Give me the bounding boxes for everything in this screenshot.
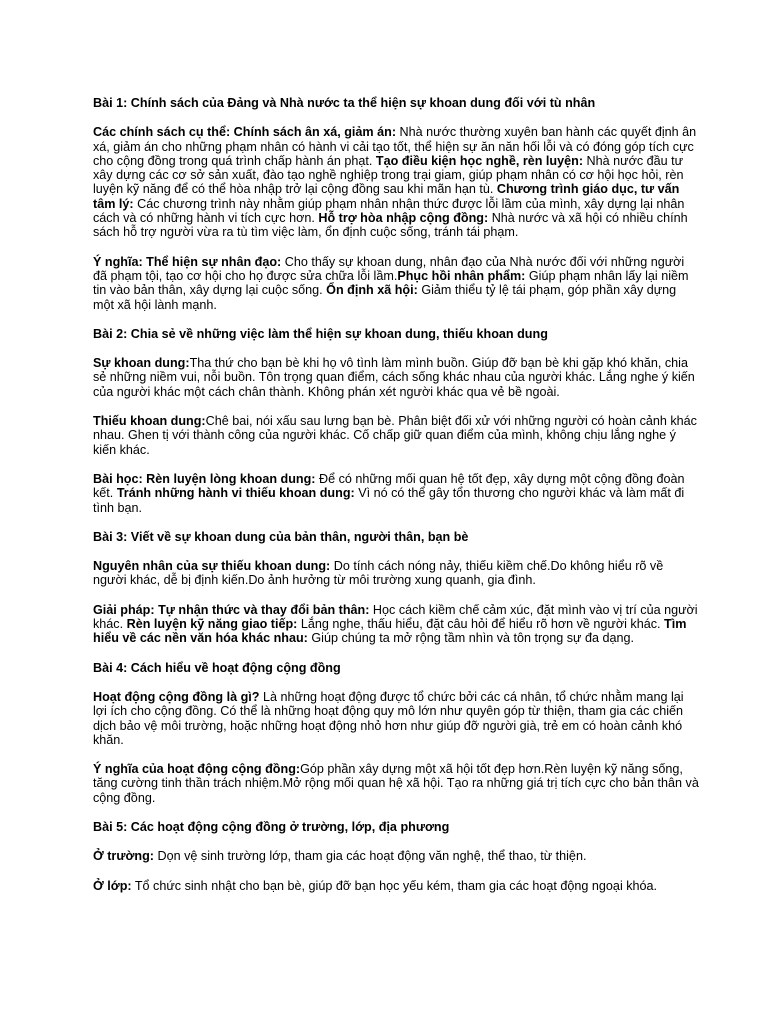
bold-run: Hoạt động cộng đồng là gì? [93,689,260,704]
text-run: Dọn vệ sinh trường lớp, tham gia các hoạt động văn nghệ, thể thao, từ thiện. [154,849,587,864]
text-run: Giảm thiểu tỷ lệ tái phạm, góp phần xây dựng một xã hội lành mạnh. [93,283,677,312]
paragraph [93,255,700,312]
section-heading: Bài 4: Cách hiểu về hoạt động cộng đồng [93,660,341,675]
text-run: Vì nó có thể gây tổn thương cho người khác và làm mất đi tình bạn. [93,486,685,515]
section-heading: Bài 5: Các hoạt động cộng đồng ở trường, lớp, địa phương [93,819,450,834]
text-run: Cho thấy sự khoan dung, nhân đạo của Nhà nước đối với những người đã phạm tội, tạo cơ hội cho họ được sửa chữa lỗi lầm. [93,254,685,283]
text-run: Học cách kiềm chế cảm xúc, đặt mình vào vị trí của người khác. [93,602,698,632]
bold-run: Tránh những hành vi thiếu khoan dung: [116,486,355,501]
bold-run: Ở trường: [93,849,154,864]
document-body [93,96,700,893]
text-run: Tha thứ cho bạn bè khi họ vô tình làm mình buồn. Giúp đỡ bạn bè khi gặp khó khăn, chia sẻ những niềm vui, nỗi buồn. Tôn trọng quan điểm, cách sống khác nhau của người khác. Lắng nghe ý kiến của người khác một cách chân thành. Không phán xét người khác qua vẻ bề ngoài. [93,356,695,399]
paragraph [93,125,700,239]
paragraph [93,762,700,805]
text-run: Tổ chức sinh nhật cho bạn bè, giúp đỡ bạn học yếu kém, tham gia các hoạt động ngoại khóa. [131,878,658,893]
paragraph [93,559,700,588]
paragraph [93,603,700,646]
text-run: Do tính cách nóng nảy, thiếu kiềm chế.Do không hiểu rõ về người khác, dễ bị định kiến.Do ảnh hưởng từ môi trường xung quanh, gia đình. [93,559,664,588]
bold-run: Sự khoan dung: [93,356,190,371]
bold-run: Phục hồi nhân phẩm: [397,268,526,283]
paragraph [93,356,700,399]
text-run: Các chương trình này nhằm giúp phạm nhân nhận thức được lỗi lầm của mình, xây dựng lại nhân cách và có những hành vi tích cực hơn. [93,196,685,226]
bold-run: Ở lớp: [93,878,132,893]
bold-run: Rèn luyện kỹ năng giao tiếp: [126,617,298,632]
section-heading: Bài 2: Chia sẻ về những việc làm thể hiện sự khoan dung, thiếu khoan dung [93,326,548,341]
bold-run: Nguyên nhân của sự thiếu khoan dung: [93,559,331,574]
text-run: Nhà nước và xã hội có nhiều chính sách hỗ trợ người vừa ra tù tìm việc làm, ổn định cuộc sống, tránh tái phạm. [93,211,688,240]
paragraph [93,690,700,747]
bold-run: Chương trình giáo dục, tư vấn tâm lý: [93,182,680,211]
text-run: Nhà nước đầu tư xây dựng các cơ sở sản xuất, đào tạo nghề nghiệp trong trại giam, giúp phạm nhân có cơ hội học hỏi, rèn luyện kỹ năng để có thể hòa nhập trở lại cộng đồng sau khi mãn hạn tù. [93,153,684,197]
bold-run: Hỗ trợ hòa nhập cộng đồng: [318,211,489,226]
section-heading: Bài 3: Viết về sự khoan dung của bản thân, người thân, bạn bè [93,529,469,544]
bold-run: Bài học: Rèn luyện lòng khoan dung: [93,471,316,486]
text-run: Giúp phạm nhân lấy lại niềm tin vào bản thân, xây dựng lại cuộc sống. [93,268,689,298]
text-run: Nhà nước thường xuyên ban hành các quyết định ân xá, giảm án cho những phạm nhân có hành vi cải tạo tốt, thể hiện sự ăn năn hối lỗi và có đóng góp tích cực cho cộng đồng trong quá trình chấp hành án phạt. [93,125,697,168]
text-run: Góp phần xây dựng một xã hội tốt đẹp hơn.Rèn luyện kỹ năng sống, tăng cường tinh thần trách nhiệm.Mở rộng mối quan hệ xã hội. Tạo ra những giá trị tích cực cho bản thân và cộng đồng. [93,762,699,805]
paragraph [93,879,700,893]
bold-run: Ý nghĩa: Thể hiện sự nhân đạo: [93,254,282,269]
bold-run: Tìm hiểu về các nền văn hóa khác nhau: [93,617,687,646]
text-run: Giúp chúng ta mở rộng tầm nhìn và tôn trọng sự đa dạng. [307,631,635,646]
bold-run: Ổn định xã hội: [326,283,418,298]
bold-run: Thiếu khoan dung: [93,414,206,429]
paragraph [93,849,700,863]
bold-run: Tạo điều kiện học nghề, rèn luyện: [375,153,584,168]
paragraph [93,414,700,457]
bold-run: Các chính sách cụ thể: Chính sách ân xá, giảm án: [93,125,397,140]
section-heading: Bài 1: Chính sách của Đảng và Nhà nước ta thể hiện sự khoan dung đối với tù nhân [93,96,596,110]
text-run: Lắng nghe, thấu hiểu, đặt câu hỏi để hiểu rõ hơn về người khác. [297,617,664,632]
bold-run: Giải pháp: Tự nhận thức và thay đổi bản thân: [93,602,370,617]
paragraph [93,472,700,515]
text-run: Để có những mối quan hệ tốt đẹp, xây dựng một cộng đồng đoàn kết. [93,471,685,501]
text-run: Chê bai, nói xấu sau lưng bạn bè. Phân biệt đối xử với những người có hoàn cảnh khác nhau. Ghen tị với thành công của người khác. Cố chấp giữ quan điểm của mình, không chịu lắng nghe ý kiến khác. [93,414,697,457]
bold-run: Ý nghĩa của hoạt động cộng đồng: [93,762,301,777]
text-run: Là những hoạt động được tổ chức bởi các cá nhân, tổ chức nhằm mang lại lợi ích cho cộng đồng. Có thể là những hoạt động quy mô lớn như quyên góp từ thiện, tham gia các chiến dịch bảo vệ môi trường, hoặc những hoạt động nhỏ hơn như giúp đỡ người già, trẻ em có hoàn cảnh khó khăn. [93,689,684,747]
